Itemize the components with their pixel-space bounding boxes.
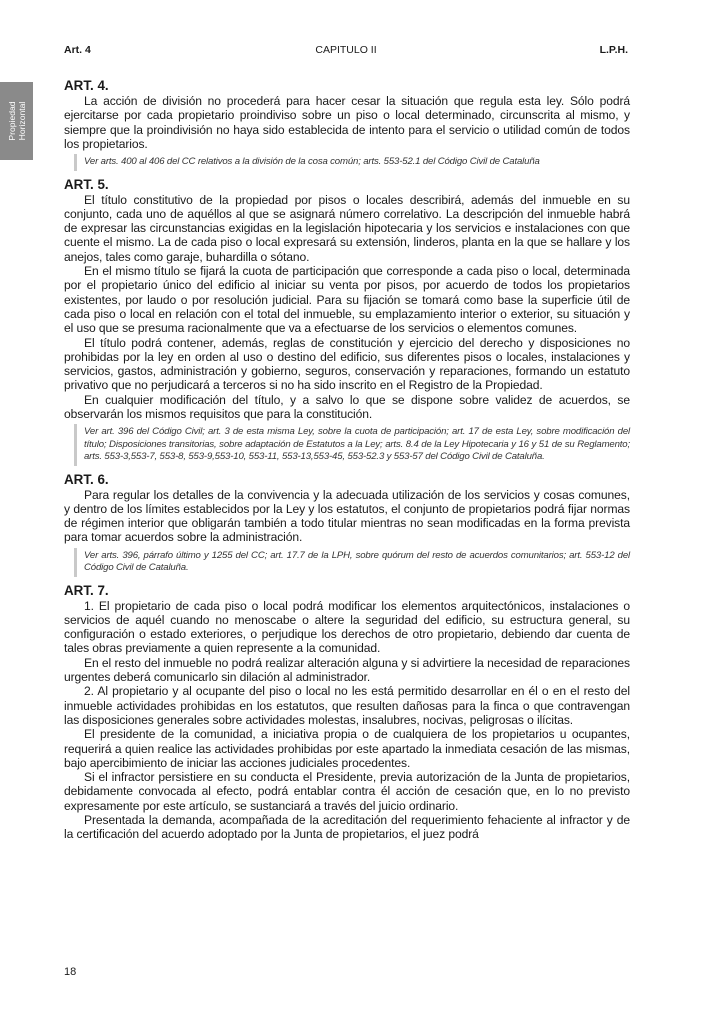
article-paragraph: 1. El propietario de cada piso o local podrá modificar los elementos arquitectónicos, instalaciones o servicios de aquél cuando no menoscabe o altere la seguridad del edificio, su estructura general, su configuración o estado exteriores, o perjudique los derechos de otro propietario, debiendo dar cuenta de tales obras previamente a quien represente a la comunidad.: [64, 598, 630, 656]
header-law-abbrev: L.P.H.: [599, 44, 628, 56]
article-paragraph: En cualquier modificación del título, y a salvo lo que se dispone sobre validez de acuerdos, se observarán los mismos requisitos que para la constitución.: [64, 392, 630, 422]
article-paragraph: Presentada la demanda, acompañada de la acreditación del requerimiento fehaciente al infractor y de la certificación del acuerdo adoptado por la Junta de propietarios, el juez podrá: [64, 813, 630, 842]
header-chapter: CAPITULO II: [315, 44, 377, 56]
article-heading: ART. 5.: [64, 176, 109, 192]
article-heading: ART. 6.: [64, 471, 109, 487]
page-body: [64, 78, 630, 848]
header-article-ref: Art. 4: [64, 44, 91, 56]
article-paragraph: Para regular los detalles de la convivencia y la adecuada utilización de los servicios y cosas comunes, y dentro de los límites establecidos por la Ley y los estatutos, el conjunto de propietarios podrá fijar normas de régimen interior que obligarán también a todo titular mientras no sean modificadas en la forma prevista para tomar acuerdos sobre la administración.: [64, 487, 630, 545]
running-header: [64, 44, 628, 60]
article-4: [64, 78, 630, 171]
article-heading: ART. 7.: [64, 582, 109, 598]
article-paragraph: Si el infractor persistiere en su conducta el Presidente, previa autorización de la Junta de propietarios, debidamente convocada al efecto, podrá entablar contra él acción de cesación que, en lo no previsto expresamente por este artículo, se sustanciará a través del juicio ordinario.: [64, 770, 630, 813]
reference-note: Ver arts. 396, párrafo último y 1255 del CC; art. 17.7 de la LPH, sobre quórum del resto de acuerdos comunitarios; art. 553-12 del Código Civil de Cataluña.: [74, 548, 630, 577]
article-paragraph: En el resto del inmueble no podrá realizar alteración alguna y si advirtiere la necesidad de reparaciones urgentes deberá comunicarlo sin dilación al administrador.: [64, 655, 630, 685]
article-paragraph: La acción de división no procederá para hacer cesar la situación que regula esta ley. Sólo podrá ejercitarse por cada propietario proindiviso sobre un piso o local determinado, circunscrita al mismo, y siempre que la proindivisión no haya sido establecida de intento para el servicio o utilidad común de todos los propietarios.: [64, 94, 630, 151]
section-tab: [0, 82, 33, 160]
article-paragraph: El título constitutivo de la propiedad por pisos o locales describirá, además del inmueble en su conjunto, cada uno de aquéllos al que se asignará número correlativo. La descripción del inmueble habrá de expresar las circunstancias exigidas en la legislación hipotecaria y los servicios e instalaciones con que cuente el mismo. La de cada piso o local expresará su extensión, linderos, planta en la que se hallare y los anejos, tales como garaje, buhardilla o sótano.: [64, 192, 630, 264]
reference-note: Ver arts. 400 al 406 del CC relativos a la división de la cosa común; arts. 553-52.1 del Código Civil de Cataluña: [74, 154, 630, 170]
article-5: [64, 177, 630, 466]
article-heading: ART. 4.: [64, 78, 109, 93]
article-paragraph: En el mismo título se fijará la cuota de participación que corresponde a cada piso o local, determinada por el propietario único del edificio al iniciar su venta por pisos, por acuerdo de todos los propietarios existentes, por laudo o por resolución judicial. Para su fijación se tomará como base la superficie útil de cada piso o local en relación con el total del inmueble, su emplazamiento interior o exterior, su situación y el uso que se presuma racionalmente que va a efectuarse de los servicios o elementos comunes.: [64, 264, 630, 336]
article-7: [64, 583, 630, 842]
article-paragraph: El título podrá contener, además, reglas de constitución y ejercicio del derecho y disposiciones no prohibidas por la ley en orden al uso o destino del edificio, sus diferentes pisos o locales, instalaciones y servicios, gastos, administración y gobierno, seguros, conservación y reparaciones, formando un estatuto privativo que no perjudicará a terceros si no ha sido inscrito en el Registro de la Propiedad.: [64, 335, 630, 393]
article-paragraph: El presidente de la comunidad, a iniciativa propia o de cualquiera de los propietarios u ocupantes, requerirá a quien realice las actividades prohibidas por este apartado la inmediata cesación de las mismas, bajo apercibimiento de iniciar las acciones judiciales procedentes.: [64, 727, 630, 770]
article-paragraph: 2. Al propietario y al ocupante del piso o local no les está permitido desarrollar en él o en el resto del inmueble actividades prohibidas en los estatutos, que resulten dañosas para la finca o que contravengan las disposiciones generales sobre actividades molestas, insalubres, nocivas, peligrosas o ilícitas.: [64, 684, 630, 727]
page-number: 18: [64, 966, 77, 978]
section-tab-label: Propiedad Horizontal: [6, 101, 27, 141]
reference-note: Ver art. 396 del Código Civil; art. 3 de esta misma Ley, sobre la cuota de participación; art. 17 de esta Ley, sobre modificación del título; Disposiciones transitorias, sobre adaptación de Estatutos a la Ley; arts. 8.4 de la Ley Hipotecaria y 16 y 51 de su Reglamento; arts. 553-3,553-7, 553-8, 553-9,553-10, 553-11, 553-13,553-45, 553-52.3 y 553-57 del Código Civil de Cataluña.: [74, 424, 630, 465]
article-6: [64, 472, 630, 577]
